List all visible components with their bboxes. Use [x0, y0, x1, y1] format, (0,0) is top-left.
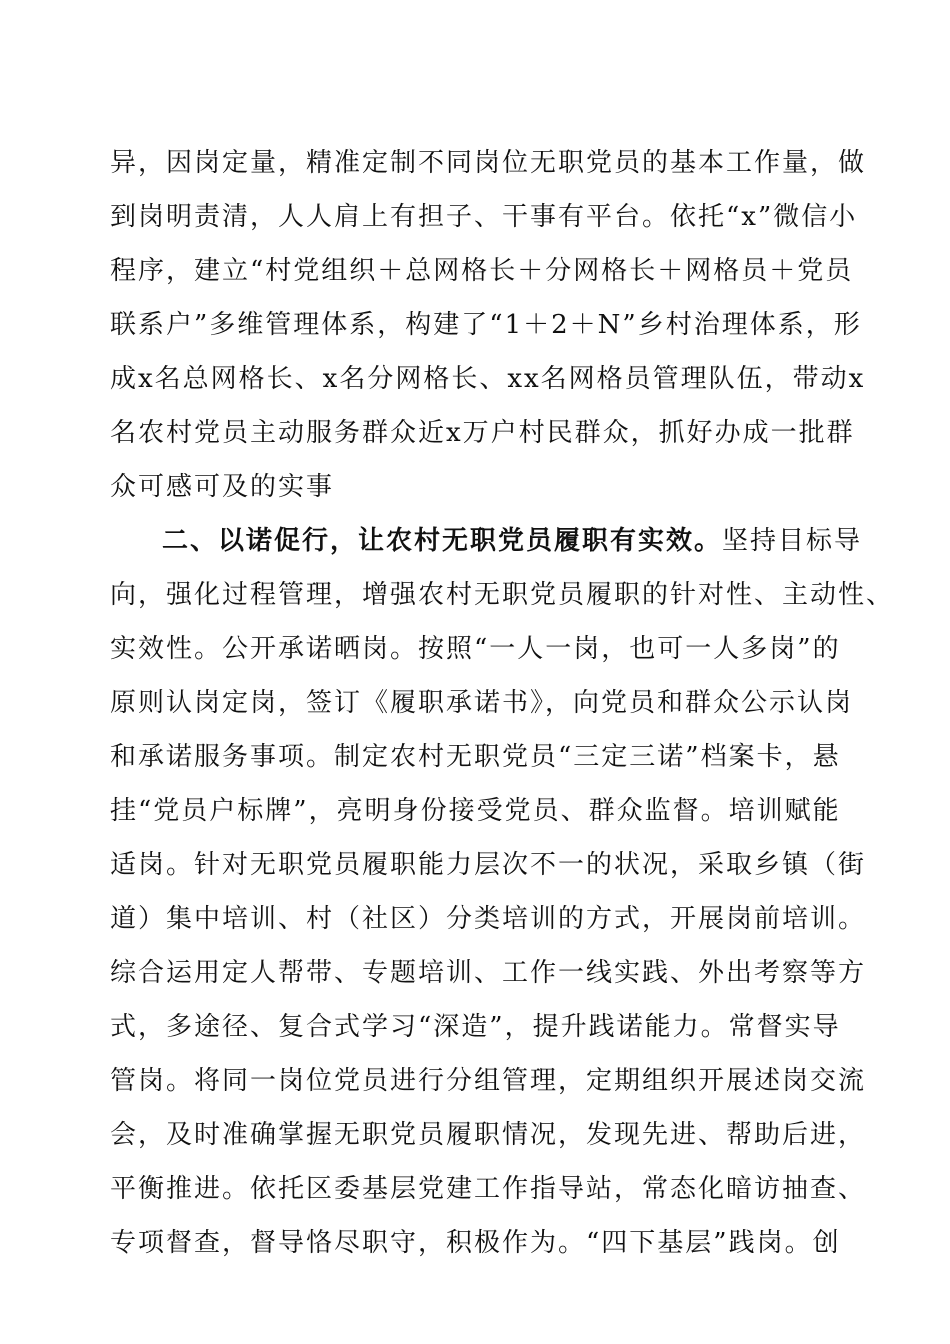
text-line: 成x名总网格长、x名分网格长、xx名网格员管理队伍，带动x — [110, 364, 866, 394]
paragraph-1 — [110, 136, 867, 514]
text-line: 到岗明责清，人人肩上有担子、干事有平台。依托“x”微信小 — [110, 202, 858, 232]
text-line: 管岗。将同一岗位党员进行分组管理，定期组织开展述岗交流 — [110, 1066, 867, 1096]
text-line: 异，因岗定量，精准定制不同岗位无职党员的基本工作量，做 — [110, 148, 867, 178]
text-line: 适岗。针对无职党员履职能力层次不一的状况，采取乡镇（街 — [110, 850, 867, 880]
text-line: 综合运用定人帮带、专题培训、工作一线实践、外出考察等方 — [110, 958, 867, 988]
text-run: 坚持目标导 — [722, 526, 863, 556]
text-line: 专项督查，督导恪尽职守，积极作为。“四下基层”践岗。创 — [110, 1228, 841, 1258]
text-line: 向，强化过程管理，增强农村无职党员履职的针对性、主动性、 — [110, 580, 895, 610]
text-line: 会，及时准确掌握无职党员履职情况，发现先进、帮助后进， — [110, 1120, 867, 1150]
text-line: 道）集中培训、村（社区）分类培训的方式，开展岗前培训。 — [110, 904, 867, 934]
text-line: 和承诺服务事项。制定农村无职党员“三定三诺”档案卡，悬 — [110, 742, 841, 772]
paragraph-first-line — [110, 514, 863, 568]
text-line: 挂“党员户标牌”，亮明身份接受党员、群众监督。培训赋能 — [110, 796, 841, 826]
paragraph-2 — [110, 514, 895, 1270]
section-heading: 二、以诺促行，让农村无职党员履职有实效。 — [162, 526, 723, 556]
text-line: 程序，建立“村党组织＋总网格长＋分网格长＋网格员＋党员 — [110, 256, 854, 286]
text-line: 众可感可及的实事 — [110, 472, 335, 502]
text-line: 名农村党员主动服务群众近x万户村民群众，抓好办成一批群 — [110, 418, 855, 448]
document-body — [110, 136, 895, 1270]
text-line: 式，多途径、复合式学习“深造”，提升践诺能力。常督实导 — [110, 1012, 841, 1042]
text-line: 联系户”多维管理体系，构建了“1＋2＋N”乡村治理体系，形 — [110, 310, 862, 340]
text-line: 平衡推进。依托区委基层党建工作指导站，常态化暗访抽查、 — [110, 1174, 867, 1204]
text-line: 实效性。公开承诺晒岗。按照“一人一岗，也可一人多岗”的 — [110, 634, 841, 664]
text-line: 原则认岗定岗，签订《履职承诺书》，向党员和群众公示认岗 — [110, 688, 854, 718]
